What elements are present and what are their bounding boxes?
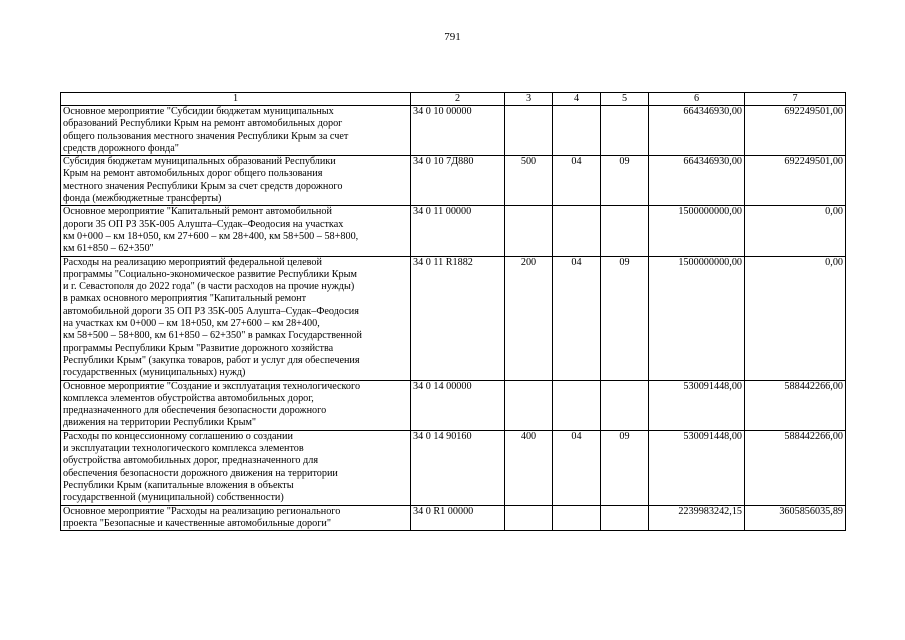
target-code: 34 0 11 R1882 <box>411 256 505 380</box>
row-name-line: Субсидия бюджетам муниципальных образований Республики <box>63 156 336 168</box>
amount-year-1: 530091448,00 <box>649 380 745 430</box>
row-name-line: Основное мероприятие "Расходы на реализацию регионального <box>63 505 341 517</box>
column-header-7: 7 <box>745 93 846 106</box>
target-code: 34 0 10 00000 <box>411 106 505 156</box>
row-name <box>61 156 411 206</box>
expense-type <box>505 505 553 531</box>
row-name-line: проекта "Безопасные и качественные автомобильные дороги" <box>63 517 332 529</box>
section: 04 <box>553 430 601 505</box>
amount-year-1: 664346930,00 <box>649 106 745 156</box>
subsection <box>601 106 649 156</box>
table-row <box>61 106 846 156</box>
target-code: 34 0 14 00000 <box>411 380 505 430</box>
column-header-4: 4 <box>553 93 601 106</box>
row-name-line: комплекса элементов обустройства автомобильных дорог, <box>63 392 314 404</box>
subsection: 09 <box>601 256 649 380</box>
row-name <box>61 430 411 505</box>
row-name <box>61 505 411 531</box>
row-name-line: Республики Крым" (закупка товаров, работ и услуг для обеспечения <box>63 354 360 366</box>
amount-year-1: 2239983242,15 <box>649 505 745 531</box>
amount-year-2: 692249501,00 <box>745 106 846 156</box>
target-code: 34 0 10 7Д880 <box>411 156 505 206</box>
expense-type: 200 <box>505 256 553 380</box>
expense-type <box>505 206 553 256</box>
amount-year-2: 0,00 <box>745 256 846 380</box>
expense-type: 500 <box>505 156 553 206</box>
row-name <box>61 256 411 380</box>
row-name-line: и г. Севастополя до 2022 года" (в части расходов на прочие нужды) <box>63 281 355 293</box>
amount-year-1: 530091448,00 <box>649 430 745 505</box>
row-name-line: км 0+000 – км 18+050, км 27+600 – км 28+400, км 58+500 – 58+800, <box>63 230 359 242</box>
row-name-line: государственных (муниципальных) нужд) <box>63 367 246 379</box>
row-name-line: Основное мероприятие "Субсидии бюджетам муниципальных <box>63 106 334 117</box>
section: 04 <box>553 156 601 206</box>
expense-type <box>505 106 553 156</box>
subsection <box>601 380 649 430</box>
subsection <box>601 505 649 531</box>
subsection: 09 <box>601 156 649 206</box>
target-code: 34 0 R1 00000 <box>411 505 505 531</box>
column-header-5: 5 <box>601 93 649 106</box>
row-name-line: движения на территории Республики Крым" <box>63 417 257 429</box>
column-header-3: 3 <box>505 93 553 106</box>
table-body <box>61 106 846 531</box>
page-number: 791 <box>444 31 461 43</box>
table-row <box>61 430 846 505</box>
amount-year-2: 588442266,00 <box>745 380 846 430</box>
row-name-line: дороги 35 ОП РЗ 35К-005 Алушта–Судак–Феодосия на участках <box>63 218 344 230</box>
row-name-line: общего пользования местного значения Республики Крым за счет <box>63 130 349 142</box>
row-name-line: в рамках основного мероприятия "Капитальный ремонт <box>63 293 307 305</box>
row-name-line: фонда (межбюджетные трансферты) <box>63 193 222 205</box>
row-name <box>61 380 411 430</box>
row-name-line: обустройства автомобильных дорог, предназначенного для <box>63 455 319 467</box>
amount-year-2: 692249501,00 <box>745 156 846 206</box>
target-code: 34 0 11 00000 <box>411 206 505 256</box>
section <box>553 206 601 256</box>
row-name-line: км 58+500 – 58+800, км 61+850 – 62+350" в рамках Государственной <box>63 330 362 342</box>
row-name-line: Основное мероприятие "Создание и эксплуатация технологического <box>63 380 361 392</box>
table-row <box>61 156 846 206</box>
row-name-line: средств дорожного фонда" <box>63 142 179 154</box>
row-name-line: км 61+850 – 62+350" <box>63 243 154 255</box>
table-row <box>61 505 846 531</box>
row-name-line: Расходы на реализацию мероприятий федеральной целевой <box>63 256 322 268</box>
column-header-1: 1 <box>61 93 411 106</box>
row-name-line: государственной (муниципальной) собственности) <box>63 492 284 504</box>
subsection <box>601 206 649 256</box>
row-name-line: программы Республики Крым "Развитие дорожного хозяйства <box>63 342 334 354</box>
row-name-line: Основное мероприятие "Капитальный ремонт автомобильной <box>63 206 332 218</box>
column-header-6: 6 <box>649 93 745 106</box>
header-row <box>61 93 846 106</box>
row-name <box>61 206 411 256</box>
section <box>553 380 601 430</box>
amount-year-2: 3605856035,89 <box>745 505 846 531</box>
target-code: 34 0 14 90160 <box>411 430 505 505</box>
row-name <box>61 106 411 156</box>
row-name-line: образований Республики Крым на ремонт автомобильных дорог <box>63 118 343 130</box>
expense-type <box>505 380 553 430</box>
row-name-line: предназначенного для обеспечения безопасности дорожного <box>63 405 327 417</box>
row-name-line: и эксплуатации технологического комплекса элементов <box>63 443 304 455</box>
row-name-line: Республики Крым (капитальные вложения в объекты <box>63 479 294 491</box>
table-row <box>61 206 846 256</box>
column-header-2: 2 <box>411 93 505 106</box>
section <box>553 505 601 531</box>
row-name-line: Крым на ремонт автомобильных дорог общего пользования <box>63 168 323 180</box>
amount-year-1: 1500000000,00 <box>649 256 745 380</box>
table-row <box>61 380 846 430</box>
section: 04 <box>553 256 601 380</box>
subsection: 09 <box>601 430 649 505</box>
amount-year-1: 664346930,00 <box>649 156 745 206</box>
expense-type: 400 <box>505 430 553 505</box>
section <box>553 106 601 156</box>
row-name-line: автомобильной дороги 35 ОП РЗ 35К-005 Алушта–Судак–Феодосия <box>63 305 359 317</box>
row-name-line: Расходы по концессионному соглашению о создании <box>63 430 293 442</box>
row-name-line: на участках км 0+000 – км 18+050, км 27+600 – км 28+400, <box>63 318 320 330</box>
table-row <box>61 256 846 380</box>
row-name-line: программы "Социально-экономическое развитие Республики Крым <box>63 268 357 280</box>
row-name-line: местного значения Республики Крым за счет средств дорожного <box>63 180 343 192</box>
amount-year-1: 1500000000,00 <box>649 206 745 256</box>
amount-year-2: 0,00 <box>745 206 846 256</box>
budget-table <box>60 92 846 531</box>
amount-year-2: 588442266,00 <box>745 430 846 505</box>
row-name-line: обеспечения безопасности дорожного движения на территории <box>63 467 338 479</box>
